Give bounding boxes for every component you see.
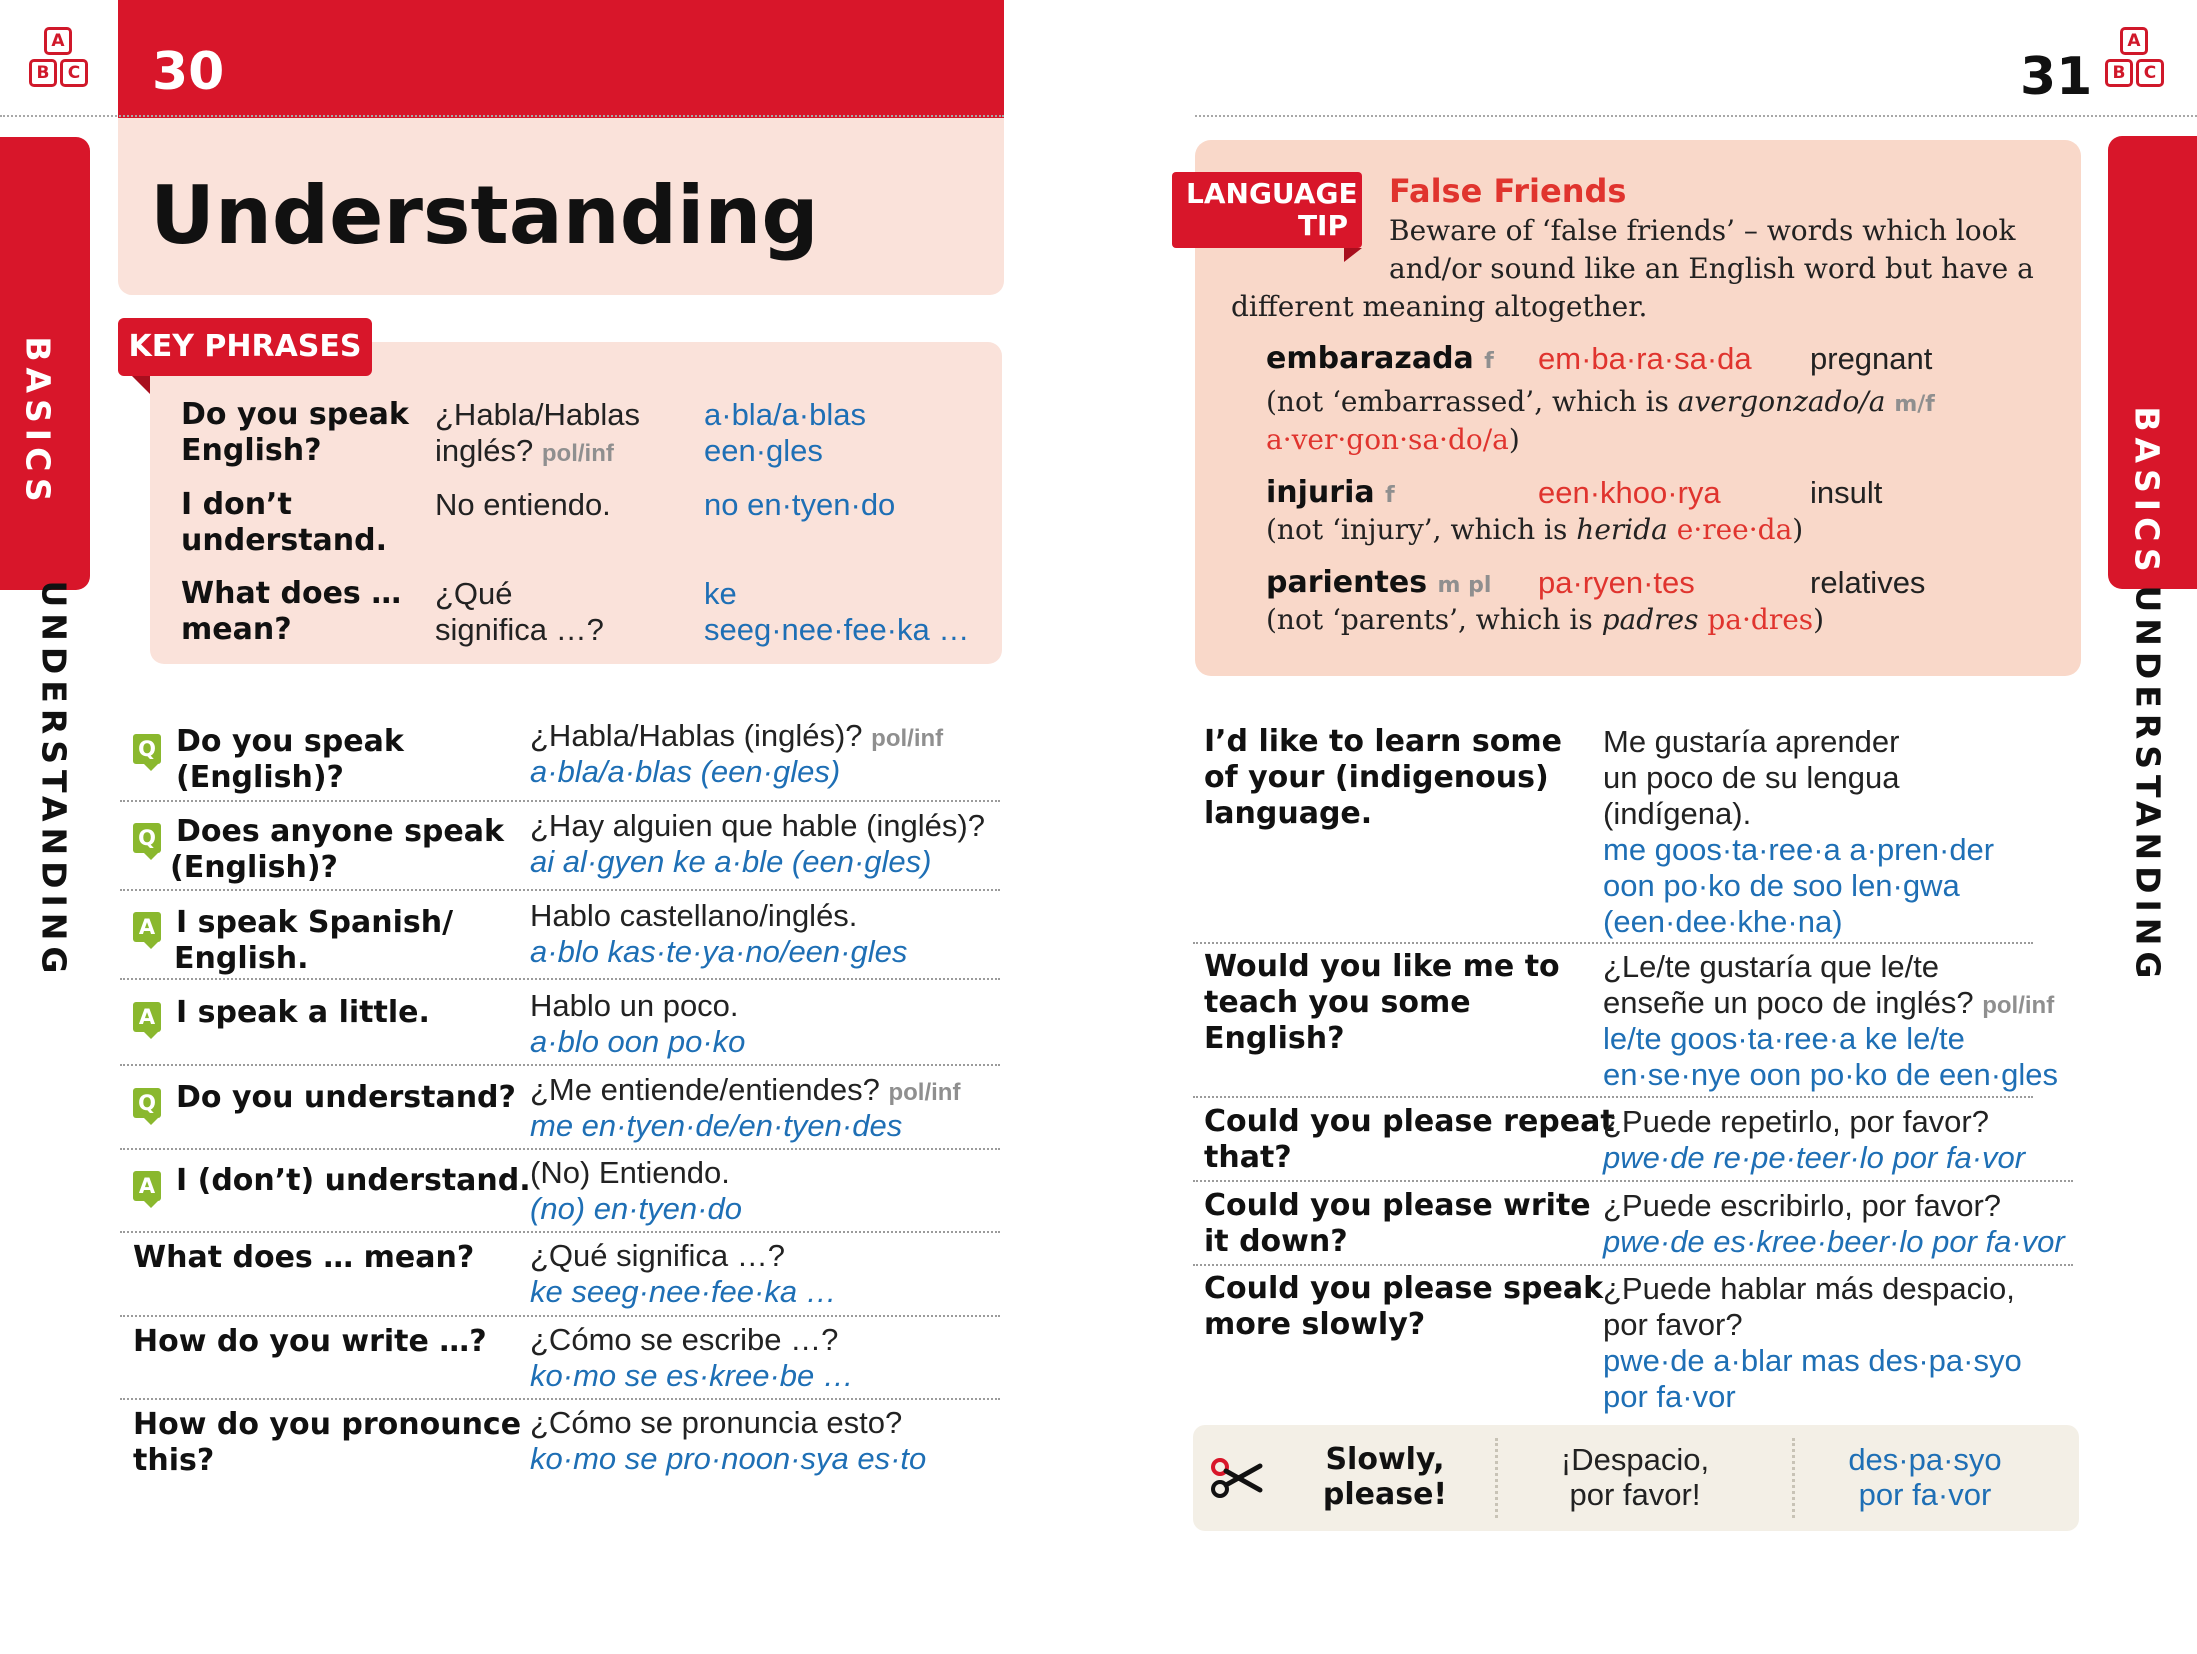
- false-friend-meaning: insult: [1810, 475, 1883, 510]
- key-phrase-english: Do you speak: [181, 397, 409, 432]
- answer-badge-icon: A: [133, 912, 161, 942]
- key-phrase-spanish: significa …?: [435, 612, 604, 647]
- key-phrase-pronunciation: seeg·nee·fee·ka …: [704, 612, 970, 647]
- false-friend-note-pronunciation: pa·dres: [1707, 603, 1814, 636]
- phrase-pronunciation: me goos·ta·ree·a a·pren·der: [1603, 832, 1995, 867]
- row-divider: [1193, 1096, 2033, 1098]
- answer-badge-icon: A: [133, 1002, 161, 1032]
- phrase-spanish: Me gustaría aprender: [1603, 724, 1900, 759]
- strip-divider: [1495, 1438, 1498, 1518]
- phrase-spanish: ¿Qué significa …?: [530, 1238, 785, 1273]
- phrase-pronunciation: ko·mo se pro·noon·sya es·to: [530, 1441, 927, 1476]
- phrase-spanish: ¿Le/te gustaría que le/te: [1603, 949, 1940, 984]
- false-friend-note: (not ‘parents’, which is: [1266, 603, 1602, 636]
- strip-divider: [1792, 1438, 1795, 1518]
- phrase-pronunciation: por fa·vor: [1603, 1379, 1736, 1414]
- language-tip-label: [1172, 172, 1362, 248]
- phrase-english: I’d like to learn some: [1204, 724, 1562, 759]
- cutout-english: please!: [1322, 1477, 1448, 1512]
- language-tip-label-line2: TIP: [1297, 209, 1348, 242]
- phrase-english: English?: [1204, 1021, 1345, 1056]
- row-divider: [120, 1064, 1000, 1066]
- tip-body: Beware of ‘false friends’ – words which look: [1389, 214, 2016, 247]
- phrase-spanish: ¿Puede escribirlo, por favor?: [1603, 1188, 2002, 1223]
- false-friend-meaning: pregnant: [1810, 341, 1933, 376]
- phrase-english: (English)?: [176, 760, 344, 795]
- side-section-label: UNDERSTANDING: [34, 580, 74, 980]
- false-friend-note: (not ‘injury’, which is: [1266, 513, 1577, 546]
- key-phrase-english: English?: [181, 433, 322, 468]
- label-fold: [132, 376, 150, 394]
- side-tab-label: BASICS: [2127, 406, 2167, 578]
- tip-body: different meaning altogether.: [1231, 290, 1648, 323]
- phrase-english: Does anyone speak: [176, 814, 504, 849]
- phrase-spanish: Hablo un poco.: [530, 988, 739, 1023]
- phrase-english: this?: [133, 1443, 215, 1478]
- row-divider: [120, 1231, 1000, 1233]
- phrase-english: teach you some: [1204, 985, 1471, 1020]
- side-section-label: UNDERSTANDING: [2128, 585, 2168, 985]
- phrase-pronunciation: (een·dee·khe·na): [1603, 904, 1843, 939]
- false-friend-pronunciation: een·khoo·rya: [1538, 475, 1721, 510]
- key-phrase-english: mean?: [181, 612, 292, 647]
- gender-tag: f: [1484, 349, 1494, 374]
- phrase-spanish: ¿Me entiende/entiendes?: [530, 1072, 880, 1107]
- abc-block-c: C: [60, 59, 88, 87]
- politeness-tag: pol/inf: [541, 440, 614, 467]
- phrase-spanish: (indígena).: [1603, 796, 1752, 831]
- phrase-spanish: (No) Entiendo.: [530, 1155, 730, 1190]
- false-friend-note: ): [1508, 423, 1520, 456]
- row-divider: [1193, 1180, 2073, 1182]
- abc-blocks-icon: [2103, 27, 2165, 89]
- phrase-english: English.: [174, 941, 309, 976]
- abc-block-b: B: [2105, 59, 2133, 87]
- phrase-english: Do you speak: [176, 724, 404, 759]
- row-divider: [1193, 1264, 2073, 1266]
- false-friend-note-pronunciation: e·ree·da: [1676, 513, 1793, 546]
- key-phrase-spanish: ¿Habla/Hablas: [435, 397, 641, 432]
- label-fold: [1344, 248, 1362, 262]
- phrase-pronunciation: le/te goos·ta·ree·a ke le/te: [1603, 1021, 1965, 1056]
- phrase-pronunciation: ko·mo se es·kree·be …: [530, 1358, 854, 1393]
- page-number: 30: [152, 42, 225, 102]
- phrase-english: more slowly?: [1204, 1307, 1426, 1342]
- gender-tag: m pl: [1437, 573, 1492, 598]
- false-friend-note: ): [1813, 603, 1825, 636]
- phrase-pronunciation: (no) en·tyen·do: [530, 1191, 742, 1226]
- phrase-pronunciation: a·blo oon po·ko: [530, 1024, 746, 1059]
- false-friend-meaning: relatives: [1810, 565, 1926, 600]
- question-badge-icon: Q: [133, 734, 161, 764]
- key-phrase-english: understand.: [181, 523, 388, 558]
- gender-tag: f: [1385, 483, 1395, 508]
- phrase-pronunciation: en·se·nye oon po·ko de een·gles: [1603, 1057, 2058, 1092]
- phrase-spanish: enseñe un poco de inglés?: [1603, 985, 1974, 1020]
- phrase-pronunciation: pwe·de a·blar mas des·pa·syo: [1603, 1343, 2022, 1378]
- phrase-pronunciation: a·bla/a·blas (een·gles): [530, 754, 841, 789]
- phrase-pronunciation: ai al·gyen ke a·ble (een·gles): [530, 844, 932, 879]
- cutout-pronunciation: des·pa·syo: [1848, 1442, 2002, 1477]
- cutout-pronunciation: por fa·vor: [1858, 1477, 1992, 1512]
- abc-blocks-icon: [27, 27, 89, 89]
- false-friend-note-word: herida: [1576, 513, 1668, 546]
- phrase-english: What does … mean?: [133, 1240, 475, 1275]
- cutout-english: Slowly,: [1325, 1442, 1445, 1477]
- phrase-english: language.: [1204, 796, 1373, 831]
- phrase-english: I speak a little.: [176, 995, 430, 1030]
- row-divider: [1193, 942, 2033, 944]
- language-tip-label-line1: LANGUAGE: [1186, 177, 1358, 210]
- question-badge-icon: Q: [133, 823, 161, 853]
- phrase-pronunciation: a·blo kas·te·ya·no/een·gles: [530, 934, 908, 969]
- page-header-bar: [118, 0, 1004, 118]
- key-phrase-spanish: inglés?: [435, 433, 534, 468]
- politeness-tag: pol/inf: [871, 725, 944, 752]
- answer-badge-icon: A: [133, 1171, 161, 1201]
- phrase-english: I (don’t) understand.: [176, 1163, 531, 1198]
- abc-block-a: A: [2120, 27, 2148, 55]
- phrase-spanish: ¿Puede repetirlo, por favor?: [1603, 1104, 1989, 1139]
- phrase-english: Could you please write: [1204, 1188, 1591, 1223]
- false-friend-word: injuria: [1266, 475, 1375, 510]
- phrase-spanish: un poco de su lengua: [1603, 760, 1900, 795]
- row-divider: [120, 889, 1000, 891]
- phrase-spanish: Hablo castellano/inglés.: [530, 898, 858, 933]
- key-phrase-english: I don’t: [181, 487, 292, 522]
- phrase-pronunciation: me en·tyen·de/en·tyen·des: [530, 1108, 903, 1143]
- phrase-english: (English)?: [170, 850, 338, 885]
- tip-body: and/or sound like an English word but have a: [1389, 252, 2034, 285]
- politeness-tag: pol/inf: [888, 1079, 961, 1106]
- cutout-spanish: ¡Despacio,: [1560, 1442, 1710, 1477]
- phrase-english: Could you please repeat: [1204, 1104, 1615, 1139]
- page-title: Understanding: [150, 169, 819, 262]
- phrase-english: Do you understand?: [176, 1080, 516, 1115]
- phrase-spanish: ¿Cómo se pronuncia esto?: [530, 1405, 903, 1440]
- key-phrase-pronunciation: a·bla/a·blas: [704, 397, 866, 432]
- phrase-spanish: por favor?: [1603, 1307, 1743, 1342]
- phrase-english: of your (indigenous): [1204, 760, 1549, 795]
- header-divider: [1195, 115, 2197, 117]
- false-friend-pronunciation: em·ba·ra·sa·da: [1538, 341, 1752, 376]
- phrase-english: I speak Spanish/: [176, 905, 454, 940]
- row-divider: [120, 1398, 1000, 1400]
- phrase-spanish: ¿Cómo se escribe …?: [530, 1322, 839, 1357]
- false-friend-word: parientes: [1266, 565, 1428, 600]
- false-friend-pronunciation: pa·ryen·tes: [1538, 565, 1695, 600]
- key-phrases-label: KEY PHRASES: [118, 318, 372, 376]
- phrase-spanish: ¿Habla/Hablas (inglés)?: [530, 718, 863, 753]
- phrase-english: Could you please speak: [1204, 1271, 1604, 1306]
- phrase-spanish: ¿Puede hablar más despacio,: [1603, 1271, 2015, 1306]
- question-badge-icon: Q: [133, 1088, 161, 1118]
- phrase-english: Would you like me to: [1204, 949, 1560, 984]
- gender-tag: m/f: [1894, 392, 1935, 417]
- phrase-pronunciation: ke seeg·nee·fee·ka …: [530, 1274, 837, 1309]
- page-number: 31: [2020, 47, 2093, 107]
- false-friend-note: ): [1792, 513, 1804, 546]
- politeness-tag: pol/inf: [1982, 992, 2055, 1019]
- abc-block-a: A: [44, 27, 72, 55]
- scissors-icon: [1210, 1456, 1264, 1500]
- key-phrase-pronunciation: no en·tyen·do: [704, 487, 896, 522]
- false-friend-word: embarazada: [1266, 341, 1474, 376]
- row-divider: [120, 800, 1000, 802]
- phrase-english: it down?: [1204, 1224, 1348, 1259]
- phrase-pronunciation: oon po·ko de soo len·gwa: [1603, 868, 1960, 903]
- false-friend-note-word: padres: [1601, 603, 1699, 636]
- false-friend-note-word: avergonzado/a: [1677, 385, 1886, 418]
- phrase-english: How do you pronounce: [133, 1407, 522, 1442]
- row-divider: [120, 1148, 1000, 1150]
- phrase-english: How do you write …?: [133, 1324, 487, 1359]
- key-phrase-pronunciation: een·gles: [704, 433, 823, 468]
- key-phrase-english: What does …: [181, 576, 402, 611]
- false-friend-note-pronunciation: a·ver·gon·sa·do/a: [1266, 423, 1509, 456]
- phrase-spanish: ¿Hay alguien que hable (inglés)?: [530, 808, 985, 843]
- phrase-pronunciation: pwe·de es·kree·beer·lo por fa·vor: [1603, 1224, 2065, 1259]
- row-divider: [120, 1315, 1000, 1317]
- header-divider: [0, 115, 1004, 117]
- false-friend-note: (not ‘embarrassed’, which is: [1266, 385, 1678, 418]
- key-phrase-spanish: No entiendo.: [435, 487, 611, 522]
- tip-title: False Friends: [1389, 172, 1627, 210]
- phrase-pronunciation: pwe·de re·pe·teer·lo por fa·vor: [1603, 1140, 2026, 1175]
- row-divider: [120, 978, 1000, 980]
- key-phrase-spanish: ¿Qué: [435, 576, 513, 611]
- abc-block-c: C: [2136, 59, 2164, 87]
- abc-block-b: B: [29, 59, 57, 87]
- phrase-english: that?: [1204, 1140, 1292, 1175]
- side-tab-label: BASICS: [18, 336, 58, 508]
- key-phrase-pronunciation: ke: [704, 576, 737, 611]
- cutout-spanish: por favor!: [1569, 1477, 1701, 1512]
